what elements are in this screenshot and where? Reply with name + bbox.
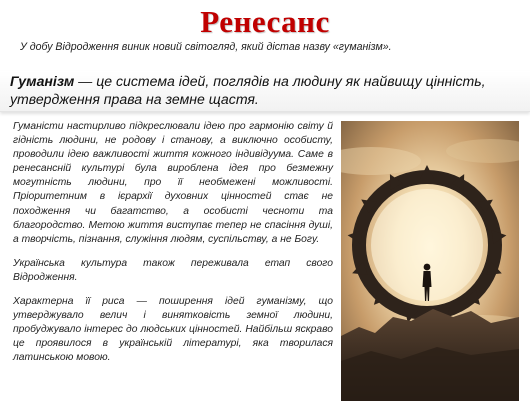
paragraph-ukrainian-culture: Українська культура також переживала етап свого Відродження. xyxy=(13,257,333,283)
intro-text: У добу Відродження виник новий світогляд, який дістав назву «гуманізм». xyxy=(20,41,392,53)
definition-term: Гуманізм xyxy=(10,73,75,89)
definition-banner xyxy=(0,71,530,112)
body-text xyxy=(13,120,333,374)
definition-text xyxy=(10,72,520,108)
definition-description: — це система ідей, поглядів на людину як найвищу цінність, утвердження права на земне щастя. xyxy=(10,73,486,107)
sun-ring-figure-image xyxy=(341,121,519,401)
renaissance-illustration xyxy=(341,121,519,401)
slide-title: Ренесанс xyxy=(200,4,330,39)
paragraph-humanists: Гуманісти настирливо підкреслювали ідею про гармонію світу й гідність людини, не родову і станову, а виключно особисту, проводили ідею важливості життя кожного індивідуума. Саме в ренесансній культурі була вироблена ідея про безмежну могутність людини, про її необмежені можливості. Пріоритетним в ієрархії духовних цінностей стає не походження чи багатство, а особисті чесноти та благородство. Метою життя виступає тепер не спасіння душі, а творчість, пізнання, служіння людям, суспільству, а не Богу. xyxy=(13,121,333,245)
paragraph-characteristic: Характерна її риса — поширення ідей гуманізму, що утверджувало велич і винятковість земної людини, пробуджувало інтерес до людських цінностей. Найбільш яскраво це проявилося в українській літературі, яка творилася латинською мовою. xyxy=(13,296,333,364)
